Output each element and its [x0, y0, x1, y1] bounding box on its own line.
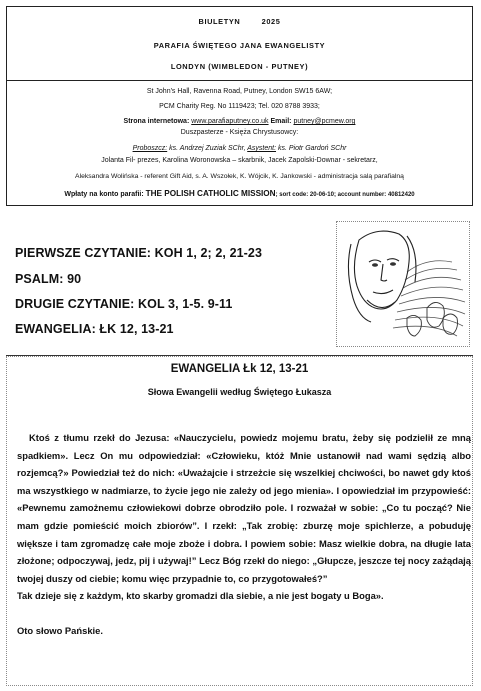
email-link[interactable]: putney@pcmew.org [293, 118, 356, 125]
gospel-paragraph-2: Tak dzieje się z każdym, kto skarby gromadzi dla siebie, a nie jest bogaty u Boga». [17, 590, 384, 602]
bulletin-label: BIULETYN [198, 17, 241, 26]
assistant-label: Asystent: [247, 145, 277, 152]
account-label: Wpłaty na konto parafii: [64, 191, 144, 198]
gospel-title: EWANGELIA Łk 12, 13-21 [170, 363, 309, 375]
priests-line [7, 144, 472, 154]
contact-line [7, 117, 472, 127]
first-reading: PIERWSZE CZYTANIE: KOH 1, 2; 2, 21-23 [15, 246, 263, 260]
bulletin-title-block [7, 7, 472, 81]
jesus-illustration [336, 221, 470, 347]
second-reading: DRUGIE CZYTANIE: KOL 3, 1-5. 9-11 [15, 297, 233, 311]
website-label: Strona internetowa: [123, 118, 190, 125]
parish-header [6, 6, 473, 206]
email-label: Email: [270, 118, 292, 125]
gospel-section [6, 356, 473, 686]
assistant-name: ks. Piotr Gardoń SChr [277, 145, 347, 152]
parish-name: PARAFIA ŚWIĘTEGO JANA EWANGELISTY [153, 41, 326, 50]
parish-location: LONDYN (WIMBLEDON - PUTNEY) [170, 62, 309, 71]
gospel-text [17, 429, 471, 640]
psalm: PSALM: 90 [15, 272, 82, 286]
gospel-closing: Oto słowo Pańskie. [17, 624, 103, 636]
account-name: THE POLISH CATHOLIC MISSION [145, 189, 276, 198]
address-line: St John's Hall, Ravenna Road, Putney, London SW15 6AW; [146, 88, 333, 95]
gospel-paragraph-1: Ktoś z tłumu rzekł do Jezusa: «Nauczycielu, powiedz mojemu bratu, żeby się podzielił ze mną spadkiem». Lecz On mu odpowiedział: «Człowieku, któż Mnie ustanowił nad wami sędzią albo rozjemcą?» Powiedział też do nich: «Uważajcie i strzeżcie się wszelkiej chciwości, bo nawet gdy ktoś ma wszystkiego w nadmiarze, to życie jego nie zależy od jego mienia». I opowiedział im przypowieść: «Pewnemu zamożnemu człowiekowi dobrze obrodziło pole. I rozważał w sobie: „Co tu począć? Nie mam gdzie pomieścić moich zbiorów”. I rzekł: „Tak zrobię: zburzę moje spichlerze, a pobuduję większe i tam zgromadzę całe moje zboże i dobra. I powiem sobie: Masz wielkie dobra, na długie lata złożone; odpoczywaj, jedz, pij i używaj!” Lecz Bóg rzekł do niego: „Głupcze, jeszcze tej nocy zażądają twojej duszy od ciebie; komu więc przypadnie to, co przygotowałeś?” [17, 432, 471, 584]
council-line-2: Aleksandra Wolińska - referent Gift Aid, s. A. Wszołek, K. Wójcik, K. Jankowski - administracja salą parafialną [75, 173, 404, 180]
ministers-line: Duszpasterze - Księża Chrystusowcy: [180, 129, 299, 136]
bulletin-year: 2025 [261, 17, 281, 26]
gospel-subtitle: Słowa Ewangelii według Świętego Łukasza [147, 387, 332, 397]
website-link[interactable]: www.parafiaputney.co.uk [191, 118, 269, 125]
gospel-reading: EWANGELIA: ŁK 12, 13-21 [15, 322, 174, 336]
parish-priest-name: ks. Andrzej Zuziak SChr, [169, 145, 246, 152]
parish-priest-label: Proboszcz: [132, 145, 168, 152]
jesus-sketch-icon [337, 222, 469, 346]
council-line: Jolanta Fil- prezes, Karolina Woronowska – skarbnik, Jacek Zapolski-Downar - sekretarz, [101, 157, 378, 164]
account-details: ; sort code: 20-06-10; account number: 40812420 [275, 192, 415, 198]
charity-line: PCM Charity Reg. No 1119423; Tel. 020 8788 3933; [159, 103, 320, 110]
account-line [7, 189, 472, 200]
